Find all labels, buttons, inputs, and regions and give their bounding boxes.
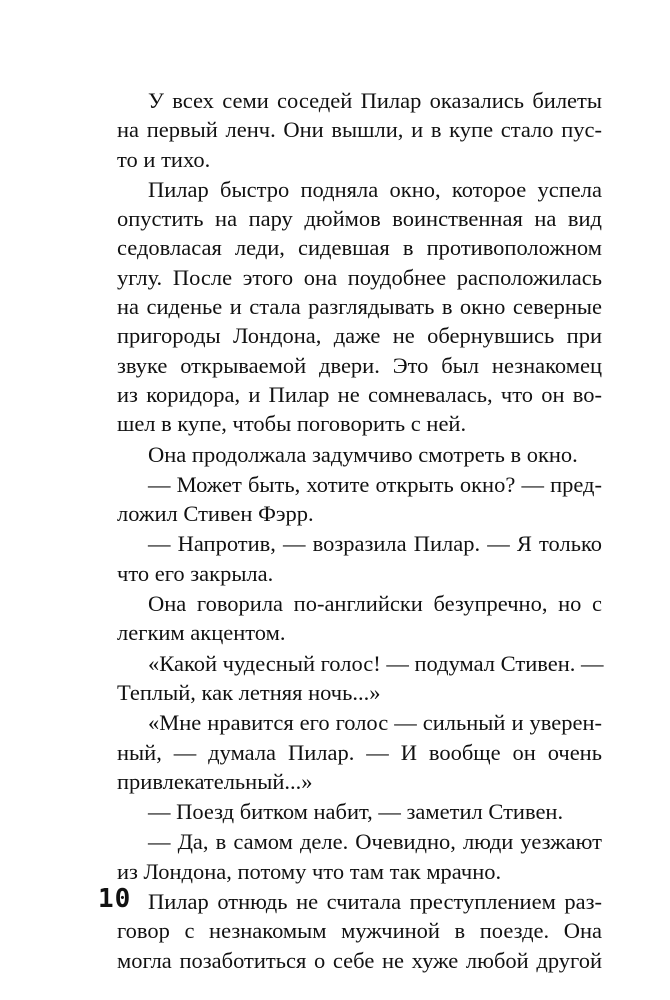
text-line: — Напротив, — возразила Пилар. — Я только — [148, 531, 602, 557]
text-line: на первый ленч. Они вышли, и в купе стало пус- — [117, 117, 602, 143]
text-line: Пилар отнюдь не считала преступлением раз- — [148, 889, 602, 915]
text-line: углу. После этого она поудобнее расположилась — [117, 264, 602, 290]
text-line: — Может быть, хотите открыть окно? — пред- — [148, 471, 602, 497]
paragraph — [117, 797, 602, 826]
text-line: Она говорила по-английски безупречно, но с — [148, 591, 602, 617]
text-line: Она продолжала задумчиво смотреть в окно. — [148, 441, 578, 467]
text-line: легким акцентом. — [117, 620, 286, 646]
text-line: «Какой чудесный голос! — подумал Стивен. — — [148, 650, 604, 676]
paragraph — [117, 827, 602, 886]
paragraph — [117, 589, 602, 648]
text-line: ложил Стивен Фэрр. — [117, 501, 314, 527]
text-line: звуке открываемой двери. Это был незнакомец — [117, 352, 602, 378]
page-number: 10 — [98, 884, 132, 914]
text-line: из коридора, и Пилар не сомневалась, что он во- — [117, 381, 602, 407]
paragraph — [117, 887, 602, 975]
paragraph — [117, 708, 602, 796]
text-line: то и тихо. — [117, 146, 211, 172]
text-line: шел в купе, чтобы поговорить с ней. — [117, 411, 467, 437]
text-line: — Да, в самом деле. Очевидно, люди уезжают — [148, 829, 602, 855]
body-text — [117, 86, 602, 976]
paragraph — [117, 440, 602, 469]
text-line: Теплый, как летняя ночь...» — [117, 679, 381, 705]
text-line: Пилар быстро подняла окно, которое успела — [148, 176, 602, 202]
text-line: «Мне нравится его голос — сильный и уверен- — [148, 710, 602, 736]
paragraph — [117, 649, 602, 708]
text-line: ный, — думала Пилар. — И вообще он очень — [117, 739, 602, 765]
text-line: — Поезд битком набит, — заметил Стивен. — [148, 799, 564, 825]
text-line: У всех семи соседей Пилар оказались билеты — [148, 88, 602, 113]
paragraph — [117, 470, 602, 529]
text-line: из Лондона, потому что там так мрачно. — [117, 858, 502, 884]
text-line: привлекательный...» — [117, 768, 313, 794]
text-line: пригороды Лондона, даже не обернувшись при — [117, 323, 602, 349]
text-line: опустить на пару дюймов воинственная на вид — [117, 206, 602, 232]
text-line: седовласая леди, сидевшая в противоположном — [117, 235, 602, 261]
paragraph — [117, 175, 602, 439]
paragraph — [117, 86, 602, 174]
paragraph — [117, 529, 602, 588]
text-line: могла позаботиться о себе не хуже любой другой — [117, 947, 602, 973]
text-line: на сиденье и стала разглядывать в окно северные — [117, 294, 602, 320]
text-line: говор с незнакомым мужчиной в поезде. Она — [117, 918, 602, 944]
text-line: что его закрыла. — [117, 560, 274, 586]
